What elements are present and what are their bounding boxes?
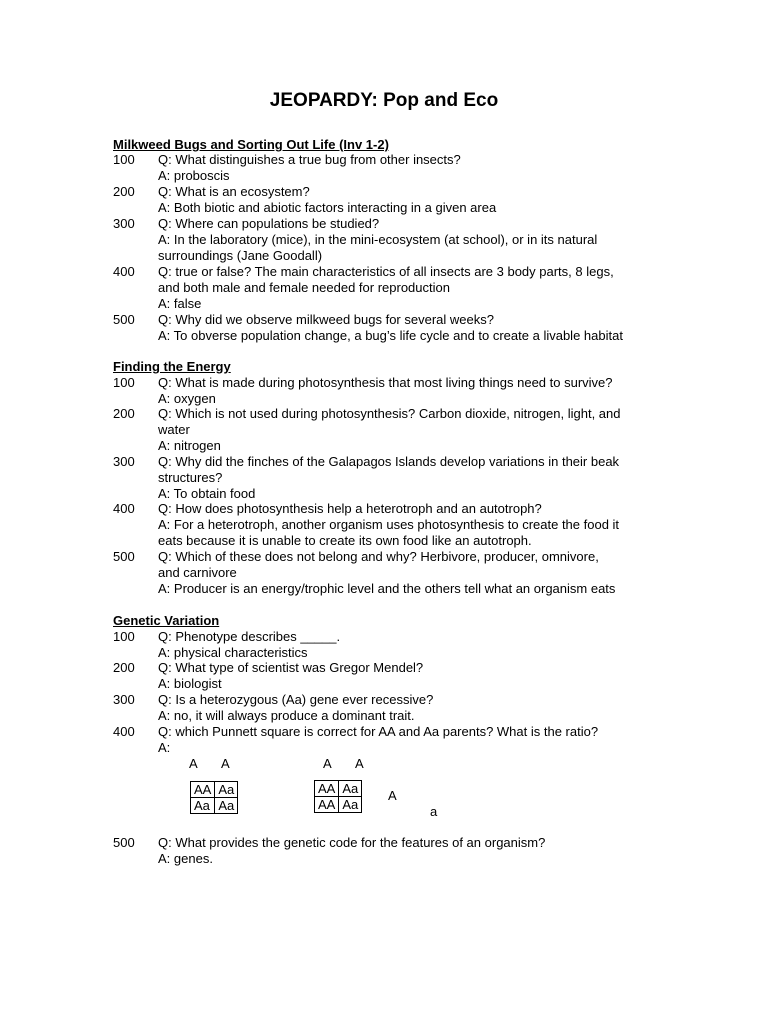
punnett-cell: AA [315,781,339,797]
points-label: 200 [113,660,135,675]
qa-item [158,549,615,597]
question-line: Q: Why did the finches of the Galapagos Islands develop variations in their beak [158,454,620,469]
points-label: 400 [113,501,135,516]
answer-line: A: To obtain food [158,486,256,501]
points-label: 200 [113,406,135,421]
qa-item [158,629,340,661]
qa-item [158,375,613,407]
punnett-cell: Aa [215,798,238,814]
qa-item [158,152,461,184]
answer-line: A: Producer is an energy/trophic level and the others tell what an organism eats [158,581,616,596]
punnett-cell: Aa [339,781,362,797]
question-line: Q: Which of these does not belong and why? Herbivore, producer, omnivore, [158,549,599,564]
question-line: Q: What provides the genetic code for the features of an organism? [158,835,546,850]
points-label: 500 [113,312,135,327]
punnett-square-1 [190,781,238,814]
answer-line: surroundings (Jane Goodall) [158,248,323,263]
question-line: Q: What is made during photosynthesis that most living things need to survive? [158,375,613,390]
punnett-cell: Aa [215,782,238,798]
qa-item [158,454,619,502]
section-heading-genetic: Genetic Variation [113,613,220,628]
question-line: Q: How does photosynthesis help a heterotroph and an autotroph? [158,501,542,516]
question-line: Q: Where can populations be studied? [158,216,380,231]
points-label: 300 [113,692,135,707]
question-line: Q: What type of scientist was Gregor Mendel? [158,660,424,675]
punnett2-parent-allele: A [323,756,332,771]
points-label: 100 [113,375,135,390]
question-line: Q: Phenotype describes _____. [158,629,341,644]
punnett-cell: AA [191,782,215,798]
question-line: and carnivore [158,565,237,580]
section-heading-milkweed: Milkweed Bugs and Sorting Out Life (Inv 1-2) [113,137,389,152]
page-title: JEOPARDY: Pop and Eco [269,90,499,111]
answer-line: A: oxygen [158,391,216,406]
qa-item [158,312,623,344]
question-line: Q: What distinguishes a true bug from other insects? [158,152,461,167]
punnett-cell: Aa [191,798,215,814]
punnett1-parent-allele: A [221,756,230,771]
answer-line: A: For a heterotroph, another organism uses photosynthesis to create the food it [158,517,620,532]
points-label: 200 [113,184,135,199]
answer-line: A: proboscis [158,168,230,183]
points-label: 300 [113,454,135,469]
answer-line: A: To obverse population change, a bug’s life cycle and to create a livable habitat [158,328,623,343]
punnett-square-2 [314,780,362,813]
answer-line: A: Both biotic and abiotic factors interacting in a given area [158,200,497,215]
punnett2-side-allele: a [430,804,438,819]
question-line: Q: Why did we observe milkweed bugs for several weeks? [158,312,494,327]
punnett-cell: AA [315,797,339,813]
qa-item [158,216,597,264]
punnett1-parent-allele: A [189,756,198,771]
question-line: Q: Is a heterozygous (Aa) gene ever recessive? [158,692,434,707]
points-label: 300 [113,216,135,231]
qa-item [158,501,619,549]
answer-line: eats because it is unable to create its own food like an autotroph. [158,533,532,548]
section-heading-energy: Finding the Energy [113,359,231,374]
answer-line: A: [158,740,171,755]
points-label: 400 [113,724,135,739]
punnett2-side-allele: A [388,788,397,803]
answer-line: A: biologist [158,676,222,691]
question-line: Q: What is an ecosystem? [158,184,310,199]
question-line: Q: Which is not used during photosynthesis? Carbon dioxide, nitrogen, light, and [158,406,621,421]
answer-line: A: genes. [158,851,213,866]
answer-line: A: physical characteristics [158,645,308,660]
qa-item [158,692,433,724]
question-line: Q: true or false? The main characteristics of all insects are 3 body parts, 8 legs, [158,264,614,279]
qa-item [158,184,496,216]
qa-item [158,264,614,312]
points-label: 500 [113,549,135,564]
question-line: structures? [158,470,223,485]
points-label: 400 [113,264,135,279]
question-line: water [158,422,190,437]
qa-item [158,835,545,867]
points-label: 100 [113,629,135,644]
answer-line: A: nitrogen [158,438,221,453]
qa-item [158,406,621,454]
answer-line: A: no, it will always produce a dominant trait. [158,708,415,723]
punnett-cell: Aa [339,797,362,813]
points-label: 100 [113,152,135,167]
punnett2-parent-allele: A [355,756,364,771]
answer-line: A: false [158,296,202,311]
qa-item [158,660,423,692]
answer-line: A: In the laboratory (mice), in the mini-ecosystem (at school), or in its natural [158,232,598,247]
question-line: Q: which Punnett square is correct for AA and Aa parents? What is the ratio? [158,724,599,739]
qa-item [158,724,598,756]
points-label: 500 [113,835,135,850]
question-line: and both male and female needed for reproduction [158,280,450,295]
